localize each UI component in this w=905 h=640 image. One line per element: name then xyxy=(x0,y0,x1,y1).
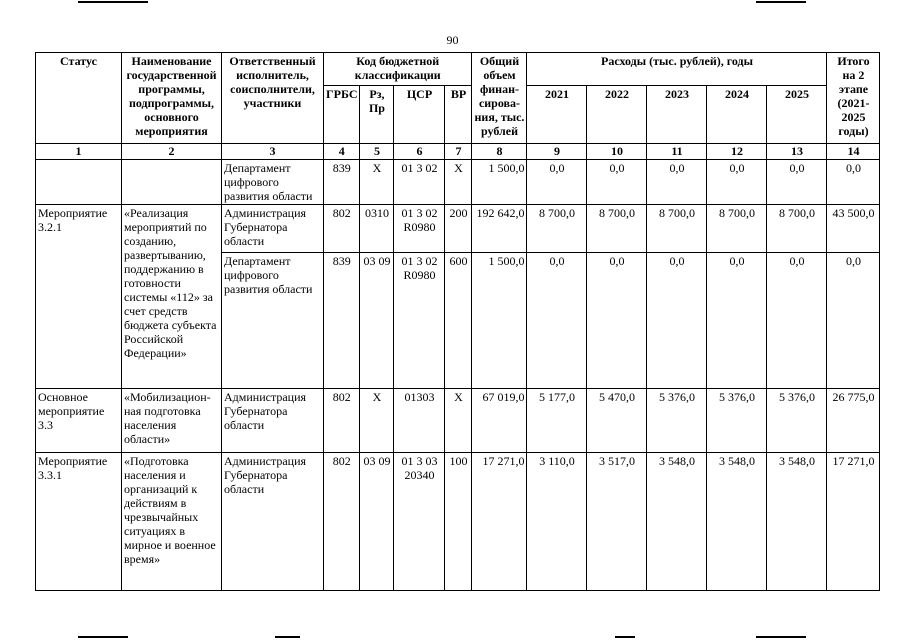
table-row xyxy=(36,160,880,205)
row-status: Основное мероприятие 3.3 xyxy=(36,389,122,453)
row-status: Мероприятие 3.2.1 xyxy=(36,205,122,389)
row-2021: 5 177,0 xyxy=(527,389,587,453)
scan-mark xyxy=(615,636,635,638)
header-status: Статус xyxy=(36,53,122,144)
column-number: 14 xyxy=(827,144,880,160)
row-2025: 8 700,0 xyxy=(767,205,827,253)
row-2023: 0,0 xyxy=(647,253,707,389)
row-2023: 0,0 xyxy=(647,160,707,205)
column-number: 3 xyxy=(222,144,324,160)
column-number-row xyxy=(36,144,880,160)
row-executor: Администрация Губернатора области xyxy=(222,389,324,453)
row-itogo: 0,0 xyxy=(827,160,880,205)
table-row xyxy=(36,453,880,591)
header-total: Общий объем финан-сирова-ния, тыс. рублей xyxy=(472,53,527,144)
column-number: 7 xyxy=(445,144,472,160)
row-executor: Департамент цифрового развития области xyxy=(222,160,324,205)
row-2022: 3 517,0 xyxy=(587,453,647,591)
header-year-2021: 2021 xyxy=(527,86,587,144)
row-executor: Администрация Губернатора области xyxy=(222,453,324,591)
header-csr: ЦСР xyxy=(394,86,445,144)
row-itogo: 43 500,0 xyxy=(827,205,880,253)
row-2021: 0,0 xyxy=(527,253,587,389)
column-number: 4 xyxy=(324,144,360,160)
row-vr: 200 xyxy=(445,205,472,253)
header-year-2024: 2024 xyxy=(707,86,767,144)
column-number: 8 xyxy=(472,144,527,160)
row-vr: 100 xyxy=(445,453,472,591)
row-2021: 3 110,0 xyxy=(527,453,587,591)
column-number: 10 xyxy=(587,144,647,160)
row-name: «Подготовка населения и организаций к действиям в чрезвычайных ситуациях в мирное и военное время» xyxy=(122,453,222,591)
column-number: 13 xyxy=(767,144,827,160)
row-csr: 01 3 02 R0980 xyxy=(394,253,445,389)
header-name: Наименование государственной программы, подпрограммы, основного мероприятия xyxy=(122,53,222,144)
row-2023: 5 376,0 xyxy=(647,389,707,453)
column-number: 6 xyxy=(394,144,445,160)
row-2021: 8 700,0 xyxy=(527,205,587,253)
row-status: Мероприятие 3.3.1 xyxy=(36,453,122,591)
row-csr: 01 3 02 xyxy=(394,160,445,205)
row-csr: 01 3 03 20340 xyxy=(394,453,445,591)
header-year-2025: 2025 xyxy=(767,86,827,144)
row-2022: 8 700,0 xyxy=(587,205,647,253)
row-2024: 0,0 xyxy=(707,253,767,389)
header-year-2022: 2022 xyxy=(587,86,647,144)
row-2025: 0,0 xyxy=(767,253,827,389)
budget-table xyxy=(35,52,880,591)
row-2024: 3 548,0 xyxy=(707,453,767,591)
row-2025: 5 376,0 xyxy=(767,389,827,453)
header-rzpr: Рз, Пр xyxy=(360,86,394,144)
header-year-2023: 2023 xyxy=(647,86,707,144)
row-vr: X xyxy=(445,160,472,205)
row-2024: 0,0 xyxy=(707,160,767,205)
column-number: 5 xyxy=(360,144,394,160)
row-status xyxy=(36,160,122,205)
header-budget-code: Код бюджетной классификации xyxy=(324,53,472,86)
row-2022: 0,0 xyxy=(587,160,647,205)
page-number: 90 xyxy=(446,33,459,47)
row-name xyxy=(122,160,222,205)
row-2023: 3 548,0 xyxy=(647,453,707,591)
scan-mark xyxy=(756,636,806,638)
row-itogo: 17 271,0 xyxy=(827,453,880,591)
row-grbs: 802 xyxy=(324,453,360,591)
row-grbs: 802 xyxy=(324,205,360,253)
scan-mark xyxy=(275,636,300,638)
row-rzpr: 03 09 xyxy=(360,453,394,591)
row-grbs: 802 xyxy=(324,389,360,453)
row-grbs: 839 xyxy=(324,253,360,389)
row-2022: 0,0 xyxy=(587,253,647,389)
column-number: 9 xyxy=(527,144,587,160)
row-rzpr: X xyxy=(360,389,394,453)
row-executor: Администрация Губернатора области xyxy=(222,205,324,253)
column-number: 2 xyxy=(122,144,222,160)
table-row xyxy=(36,389,880,453)
row-itogo: 0,0 xyxy=(827,253,880,389)
row-2025: 0,0 xyxy=(767,160,827,205)
row-total: 67 019,0 xyxy=(472,389,527,453)
scan-mark xyxy=(78,1,148,3)
row-2021: 0,0 xyxy=(527,160,587,205)
row-csr: 01303 xyxy=(394,389,445,453)
header-executor: Ответственный исполнитель, соисполнители, участники xyxy=(222,53,324,144)
row-vr: 600 xyxy=(445,253,472,389)
header-expenses: Расходы (тыс. рублей), годы xyxy=(527,53,827,86)
row-total: 17 271,0 xyxy=(472,453,527,591)
column-number: 11 xyxy=(647,144,707,160)
header-grbs: ГРБС xyxy=(324,86,360,144)
scan-mark xyxy=(756,1,806,3)
row-rzpr: X xyxy=(360,160,394,205)
scan-mark xyxy=(78,636,128,638)
table-row xyxy=(36,205,880,253)
row-2022: 5 470,0 xyxy=(587,389,647,453)
row-executor: Департамент цифрового развития области xyxy=(222,253,324,389)
row-total: 192 642,0 xyxy=(472,205,527,253)
row-name: «Реализация мероприятий по созданию, развертыванию, поддержанию в готовности системы «112» за счет средств бюджета субъекта Российской Федерации» xyxy=(122,205,222,389)
row-grbs: 839 xyxy=(324,160,360,205)
row-total: 1 500,0 xyxy=(472,160,527,205)
column-number: 1 xyxy=(36,144,122,160)
row-total: 1 500,0 xyxy=(472,253,527,389)
header-vr: ВР xyxy=(445,86,472,144)
row-2024: 5 376,0 xyxy=(707,389,767,453)
row-2023: 8 700,0 xyxy=(647,205,707,253)
row-2024: 8 700,0 xyxy=(707,205,767,253)
row-2025: 3 548,0 xyxy=(767,453,827,591)
row-csr: 01 3 02 R0980 xyxy=(394,205,445,253)
header-itogo: Итого на 2 этапе (2021-2025 годы) xyxy=(827,53,880,144)
row-rzpr: 0310 xyxy=(360,205,394,253)
row-vr: X xyxy=(445,389,472,453)
column-number: 12 xyxy=(707,144,767,160)
row-itogo: 26 775,0 xyxy=(827,389,880,453)
row-name: «Мобилизацион-ная подготовка населения области» xyxy=(122,389,222,453)
row-rzpr: 03 09 xyxy=(360,253,394,389)
